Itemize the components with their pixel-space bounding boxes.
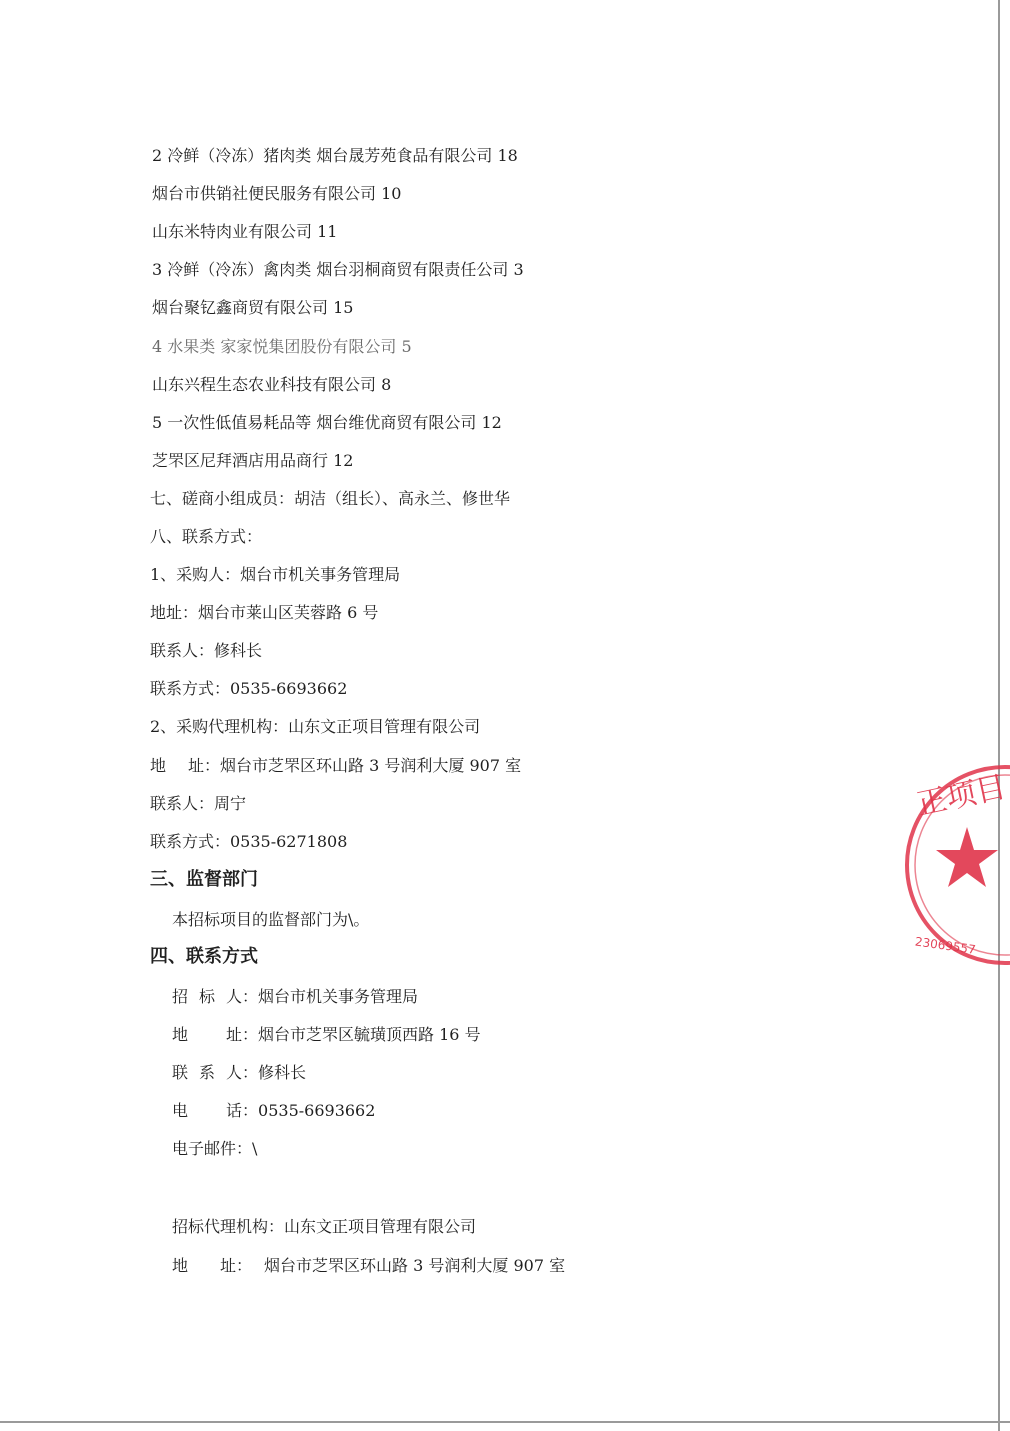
supplier-line-pork-1: 2 冷鲜（冷冻）猪肉类 烟台晟芳苑食品有限公司 18 bbox=[152, 146, 518, 165]
tenderer-contact-value: 修科长 bbox=[258, 1063, 307, 1082]
agency-phone: 联系方式：0535-6271808 bbox=[150, 832, 348, 851]
tender-agency-address-label-a: 地 bbox=[172, 1256, 189, 1275]
tenderer-phone-value: 0535-6693662 bbox=[258, 1101, 376, 1120]
purchaser-line: 1、采购人：烟台市机关事务管理局 bbox=[150, 565, 401, 584]
page-edge-right bbox=[998, 0, 1000, 1431]
tenderer-contact-label-a: 联 bbox=[172, 1063, 189, 1082]
agency-address bbox=[150, 754, 521, 778]
tender-agency-row bbox=[172, 1215, 476, 1239]
tender-agency-address-label-b: 址： bbox=[220, 1256, 253, 1275]
tender-agency-address-row bbox=[172, 1254, 565, 1278]
tenderer-address-label-c: 址： bbox=[226, 1025, 259, 1044]
tenderer-email-row bbox=[172, 1137, 257, 1161]
tenderer-contact-label-c: 人： bbox=[226, 1063, 259, 1082]
agency-address-label-b: 址： bbox=[188, 756, 221, 775]
purchaser-address: 地址：烟台市莱山区芙蓉路 6 号 bbox=[150, 603, 379, 622]
seal-number-text: 23069557 bbox=[914, 934, 977, 957]
supplier-line-consumables-2: 芝罘区尼拜酒店用品商行 12 bbox=[152, 451, 354, 470]
tenderer-label-b: 标 bbox=[199, 987, 216, 1006]
company-seal-stamp bbox=[905, 755, 1010, 980]
tenderer-value: 烟台市机关事务管理局 bbox=[258, 987, 419, 1006]
page-edge-bottom bbox=[0, 1421, 1010, 1423]
tenderer-label-a: 招 bbox=[172, 987, 189, 1006]
supplier-line-poultry-2: 烟台聚钇鑫商贸有限公司 15 bbox=[152, 298, 354, 317]
contact-heading: 八、联系方式： bbox=[150, 527, 263, 546]
supplier-line-consumables-1: 5 一次性低值易耗品等 烟台维优商贸有限公司 12 bbox=[152, 413, 502, 432]
tenderer-phone-label-a: 电 bbox=[172, 1101, 189, 1120]
seal-star-icon bbox=[936, 827, 998, 887]
section3-body: 本招标项目的监督部门为\。 bbox=[172, 910, 370, 929]
tenderer-phone-row bbox=[172, 1099, 375, 1123]
section4-heading: 四、联系方式 bbox=[150, 946, 258, 967]
tenderer-address-value: 烟台市芝罘区毓璜顶西路 16 号 bbox=[258, 1025, 481, 1044]
tenderer-phone-label-c: 话： bbox=[226, 1101, 259, 1120]
tenderer-label-c: 人： bbox=[226, 987, 259, 1006]
supplier-line-poultry-1: 3 冷鲜（冷冻）禽肉类 烟台羽桐商贸有限责任公司 3 bbox=[152, 260, 524, 279]
tenderer-email-label: 电子邮件： bbox=[172, 1139, 253, 1158]
tender-agency-address-value: 烟台市芝罘区环山路 3 号润利大厦 907 室 bbox=[264, 1256, 566, 1275]
purchaser-phone: 联系方式：0535-6693662 bbox=[150, 679, 348, 698]
tenderer-email-value: \ bbox=[252, 1139, 258, 1158]
agency-address-label-a: 地 bbox=[150, 756, 167, 775]
supplier-line-fruit-2: 山东兴程生态农业科技有限公司 8 bbox=[152, 375, 392, 394]
supplier-line-pork-3: 山东米特肉业有限公司 11 bbox=[152, 222, 338, 241]
tenderer-address-row bbox=[172, 1023, 481, 1047]
tender-agency-label: 招标代理机构： bbox=[172, 1217, 285, 1236]
supplier-line-pork-2: 烟台市供销社便民服务有限公司 10 bbox=[152, 184, 402, 203]
tender-agency-value: 山东文正项目管理有限公司 bbox=[284, 1217, 477, 1236]
tenderer-address-label-a: 地 bbox=[172, 1025, 189, 1044]
purchaser-contact: 联系人：修科长 bbox=[150, 641, 263, 660]
tenderer-contact-row bbox=[172, 1061, 306, 1085]
tenderer-contact-label-b: 系 bbox=[199, 1063, 216, 1082]
agency-line: 2、采购代理机构：山东文正项目管理有限公司 bbox=[150, 717, 481, 736]
agency-address-value: 烟台市芝罘区环山路 3 号润利大厦 907 室 bbox=[220, 756, 522, 775]
section3-heading: 三、监督部门 bbox=[150, 869, 258, 890]
seal-top-text: 正项目 bbox=[913, 769, 1009, 823]
seal-graphic bbox=[905, 755, 1010, 980]
supplier-line-fruit-1: 4 水果类 家家悦集团股份有限公司 5 bbox=[152, 337, 412, 356]
panel-members-line: 七、磋商小组成员：胡洁（组长）、高永兰、修世华 bbox=[150, 489, 511, 508]
tenderer-row bbox=[172, 985, 418, 1009]
agency-contact: 联系人：周宁 bbox=[150, 794, 247, 813]
